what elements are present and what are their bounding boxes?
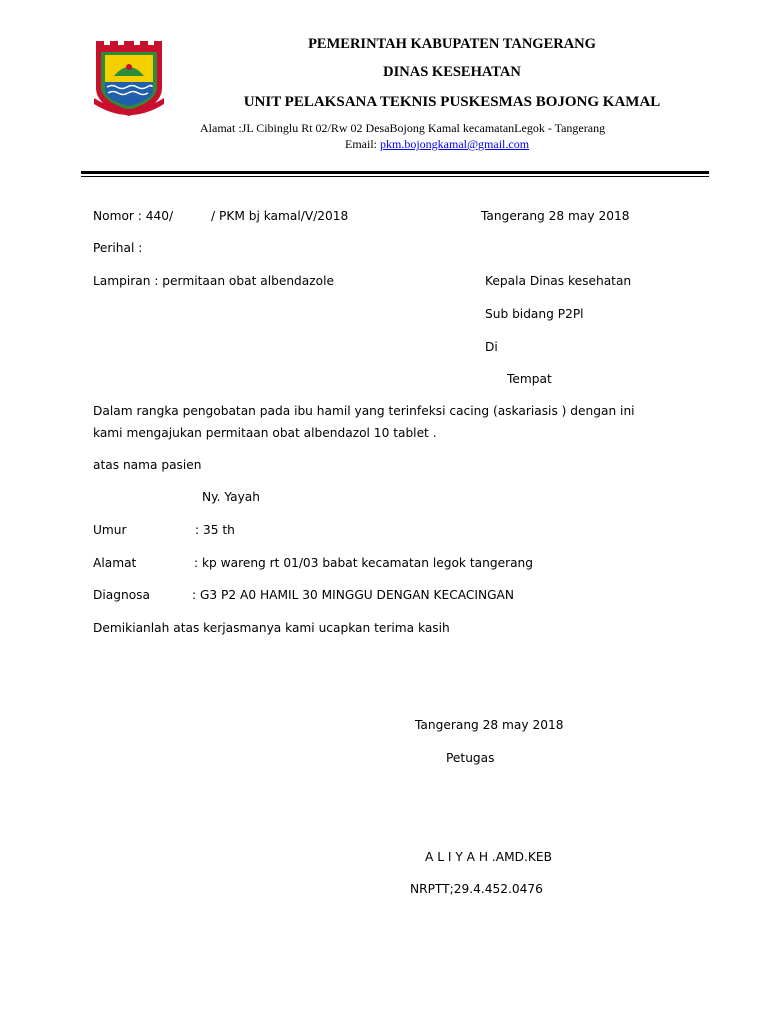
header-unit: UNIT PELAKSANA TEKNIS PUSKESMAS BOJONG KAMAL [243, 94, 661, 110]
signature-date: Tangerang 28 may 2018 [415, 718, 564, 732]
signature-name: A L I Y A H .AMD.KEB [425, 850, 552, 864]
address-label: Alamat [93, 556, 137, 570]
kabupaten-tangerang-logo-icon [92, 38, 166, 118]
header-divider-thin [81, 176, 709, 177]
diagnosis-label: Diagnosa [93, 588, 150, 602]
recipient-line-1: Kepala Dinas kesehatan [485, 274, 632, 288]
recipient-line-4: Tempat [507, 372, 552, 386]
header-divider-thick [81, 171, 709, 174]
letter-date-top: Tangerang 28 may 2018 [481, 209, 630, 223]
header-address: Alamat :JL Cibinglu Rt 02/Rw 02 DesaBojong Kamal kecamatanLegok - Tangerang [200, 121, 606, 135]
age-label: Umur [93, 523, 127, 537]
address-value: : kp wareng rt 01/03 babat kecamatan legok tangerang [194, 556, 534, 570]
patient-intro: atas nama pasien [93, 458, 202, 472]
email-label: Email: [345, 137, 380, 151]
recipient-line-3: Di [485, 340, 498, 354]
letter-subject: Perihal : [93, 241, 143, 255]
letter-number-rest: / PKM bj kamal/V/2018 [211, 209, 349, 223]
header-government: PEMERINTAH KABUPATEN TANGERANG [308, 36, 596, 52]
closing-sentence: Demikianlah atas kerjasmanya kami ucapkan terima kasih [93, 621, 450, 635]
patient-name: Ny. Yayah [202, 490, 260, 504]
email-link[interactable]: pkm.bojongkamal@gmail.com [380, 137, 530, 151]
letter-number: Nomor : 440/ [93, 209, 174, 223]
signature-role: Petugas [446, 751, 495, 765]
body-paragraph-line-1: Dalam rangka pengobatan pada ibu hamil yang terinfeksi cacing (askariasis ) dengan ini [93, 404, 635, 418]
age-value: : 35 th [195, 523, 235, 537]
signature-id: NRPTT;29.4.452.0476 [410, 882, 543, 896]
diagnosis-value: : G3 P2 A0 HAMIL 30 MINGGU DENGAN KECACINGAN [192, 588, 514, 602]
recipient-line-2: Sub bidang P2Pl [485, 307, 584, 321]
body-paragraph-line-2: kami mengajukan permitaan obat albendazol 10 tablet . [93, 426, 437, 440]
letter-attachment: Lampiran : permitaan obat albendazole [93, 274, 334, 288]
header-department: DINAS KESEHATAN [383, 64, 521, 80]
header-email-line [345, 137, 529, 152]
